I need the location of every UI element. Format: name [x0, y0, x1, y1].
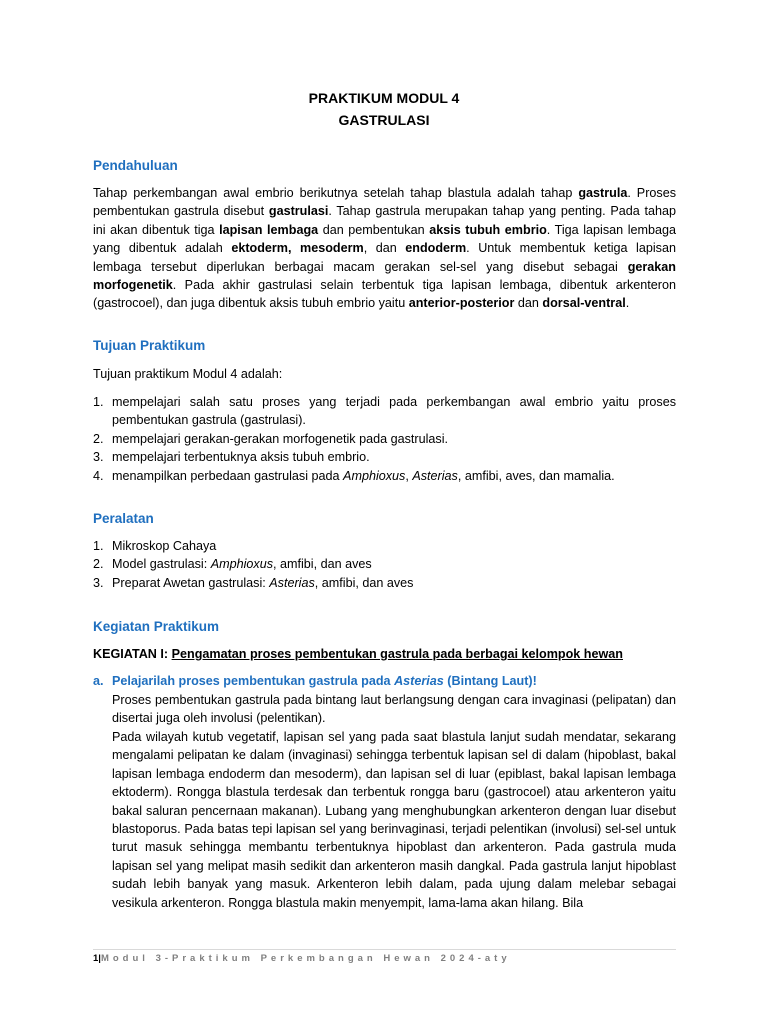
- text-run: . Proses pembentukan gastrula disebut: [93, 186, 677, 219]
- list-number: 3.: [93, 575, 104, 590]
- text-run: , dan: [363, 241, 406, 256]
- italic-run: Amphioxus: [343, 468, 406, 483]
- footer-divider: [93, 949, 676, 950]
- italic-run: Amphioxus: [210, 557, 274, 572]
- italic-run: Asterias: [269, 575, 315, 590]
- kegiatan-underlined-title: Pengamatan proses pembentukan gastrula pada berbagai kelompok hewan: [171, 647, 623, 661]
- list-item: [93, 430, 676, 448]
- footer-text: Modul 3-Praktikum Perkembangan Hewan 2024-aty: [100, 953, 511, 964]
- tujuan-list: [93, 393, 676, 485]
- subsection-label: a.: [93, 674, 104, 688]
- heading-tujuan: Tujuan Praktikum: [93, 338, 206, 353]
- list-number: 3.: [93, 450, 104, 465]
- text-run: , amfibi, aves, dan mamalia.: [457, 468, 615, 483]
- list-item: [93, 574, 676, 592]
- kegiatan-title: [93, 647, 623, 661]
- text-run: . Untuk membentuk ketiga lapisan lembaga tersebut diperlukan berbagai macam gerakan sel-sel yang disebut sebagai: [93, 241, 676, 274]
- bold-run: dorsal-ventral: [542, 296, 626, 311]
- text-run: ,: [405, 468, 413, 483]
- italic-run: Asterias: [394, 674, 444, 688]
- text-run: Pelajarilah proses pembentukan gastrula pada: [112, 674, 395, 688]
- tujuan-intro: Tujuan praktikum Modul 4 adalah:: [93, 367, 283, 381]
- kegiatan-paragraph-1: Proses pembentukan gastrula pada bintang laut berlangsung dengan cara invaginasi (pelipatan) dan disertai juga oleh involusi (pelentikan).: [112, 693, 676, 726]
- list-number: 1.: [93, 539, 104, 553]
- list-number: 1.: [93, 395, 104, 409]
- text-run: Tahap perkembangan awal embrio berikutnya setelah tahap blastula adalah tahap: [93, 186, 579, 200]
- text-run: Model gastrulasi:: [112, 557, 211, 572]
- subsection-a-heading: [93, 674, 537, 688]
- bold-run: gastrulasi: [268, 204, 329, 219]
- heading-peralatan: Peralatan: [93, 511, 154, 526]
- text-run: . Pada akhir gastrulasi selain terbentuk tiga lapisan lembaga, dibentuk arkenteron (gastrocoel), dan juga dibentuk aksis tubuh embrio yaitu: [93, 278, 676, 311]
- doc-title-line2: GASTRULASI: [338, 112, 430, 128]
- bold-run: endoderm: [405, 241, 467, 256]
- bold-run: gerakan morfogenetik: [93, 259, 676, 293]
- text-run: dan: [514, 296, 543, 311]
- list-number: 4.: [93, 468, 104, 483]
- text-run: dan pembentukan: [318, 222, 430, 237]
- kegiatan-paragraph-2: Pada wilayah kutub vegetatif, lapisan sel yang pada saat blastula lanjut sudah mendatar, sekarang mengalami pelipatan ke dalam (invaginasi) sehingga terbentuk lapisan sel di dalam (hipoblast, bakal lapisan lembaga endoderm dan mesoderm), dan lapisan sel di luar (epiblast, bakal lapisan lembaga ektoderm). Rongga blastula terdesak dan terbentuk rongga baru (gastrocoel) atau arkenteron yaitu bakal saluran pencernaan makanan). Lubang yang menghubungkan arkenteron dengan luar disebut blastoporus. Pada batas tepi lapisan sel yang berinvaginasi, terjadi pelentikan (involusi) sel-sel untuk turut masuk sehingga membantu terbentuknya hipoblast dan arkenteron. Pada gastrula muda lapisan sel yang melipat masih sedikit dan arkenteron masih dangkal. Pada gastrula lanjut hipoblast sudah lebih banyak yang masuk. Arkenteron lebih dalam, pada ujung dalam melebar sebagai vesikula arkenteron. Rongga blastula makin menyempit, lama-lama akan hilang. Bila: [112, 730, 676, 910]
- footer-separator: |: [98, 953, 101, 964]
- list-item: [93, 467, 676, 485]
- list-text: mempelajari salah satu proses yang terjadi pada perkembangan awal embrio yaitu proses pembentukan gastrula (gastrulasi).: [112, 395, 676, 428]
- text-run: . Tiga lapisan lembaga yang dibentuk adalah: [93, 222, 677, 256]
- heading-kegiatan: Kegiatan Praktikum: [93, 619, 220, 634]
- bold-run: lapisan lembaga: [219, 222, 319, 237]
- list-item: [93, 555, 676, 573]
- text-run: . Tahap gastrula merupakan tahap yang penting. Pada tahap ini akan dibentuk tiga: [93, 204, 677, 237]
- heading-pendahuluan: Pendahuluan: [93, 158, 178, 173]
- text-run: , amfibi, dan aves: [273, 557, 372, 572]
- bold-run: aksis tubuh embrio: [429, 222, 547, 237]
- bold-run: ektoderm, mesoderm: [231, 241, 364, 256]
- list-text: mempelajari terbentuknya aksis tubuh embrio.: [112, 450, 370, 465]
- peralatan-list: [93, 537, 676, 592]
- text-run: menampilkan perbedaan gastrulasi pada: [112, 468, 344, 483]
- page-number: 1: [93, 953, 99, 964]
- list-number: 2.: [93, 431, 104, 446]
- list-item: [93, 393, 676, 430]
- italic-run: Asterias: [412, 468, 458, 483]
- pendahuluan-paragraph: [93, 184, 676, 313]
- list-item: [93, 448, 676, 466]
- bold-run: anterior-posterior: [408, 296, 515, 311]
- text-run: .: [625, 296, 630, 311]
- kegiatan-label: KEGIATAN I:: [93, 647, 172, 661]
- list-number: 2.: [93, 557, 104, 572]
- text-run: Preparat Awetan gastrulasi:: [112, 575, 270, 590]
- bold-run: gastrula: [578, 186, 628, 200]
- list-text: mempelajari gerakan-gerakan morfogenetik pada gastrulasi.: [112, 431, 449, 446]
- page-footer: [93, 953, 511, 964]
- list-item: [93, 537, 676, 555]
- doc-title-line1: PRAKTIKUM MODUL 4: [308, 90, 460, 106]
- text-run: (Bintang Laut)!: [443, 674, 537, 688]
- list-text: Mikroskop Cahaya: [112, 539, 217, 553]
- text-run: , amfibi, dan aves: [314, 575, 414, 590]
